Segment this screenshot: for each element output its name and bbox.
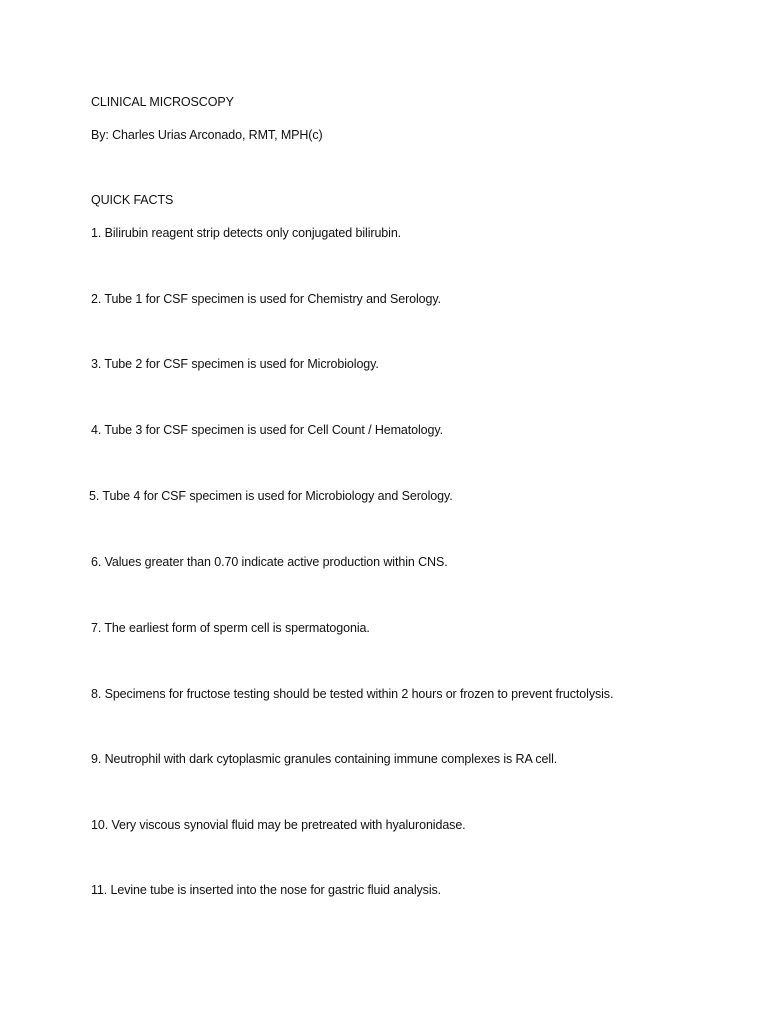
fact-item: 9. Neutrophil with dark cytoplasmic granules containing immune complexes is RA cell. [91, 752, 558, 766]
fact-item: 5. Tube 4 for CSF specimen is used for Microbiology and Serology. [89, 489, 453, 503]
fact-item: 3. Tube 2 for CSF specimen is used for Microbiology. [91, 357, 379, 371]
section-heading: QUICK FACTS [91, 193, 174, 207]
fact-item: 8. Specimens for fructose testing should be tested within 2 hours or frozen to prevent fructolysis. [91, 687, 614, 701]
document-title: CLINICAL MICROSCOPY [91, 95, 234, 109]
fact-item: 1. Bilirubin reagent strip detects only conjugated bilirubin. [91, 226, 402, 240]
fact-item: 10. Very viscous synovial fluid may be pretreated with hyaluronidase. [91, 818, 466, 832]
fact-item: 4. Tube 3 for CSF specimen is used for Cell Count / Hematology. [91, 423, 443, 437]
fact-item: 7. The earliest form of sperm cell is spermatogonia. [91, 621, 370, 635]
fact-item: 6. Values greater than 0.70 indicate active production within CNS. [91, 555, 448, 569]
author-byline: By: Charles Urias Arconado, RMT, MPH(c) [91, 128, 323, 142]
fact-item: 2. Tube 1 for CSF specimen is used for Chemistry and Serology. [91, 292, 441, 306]
fact-item: 11. Levine tube is inserted into the nose for gastric fluid analysis. [91, 883, 442, 897]
